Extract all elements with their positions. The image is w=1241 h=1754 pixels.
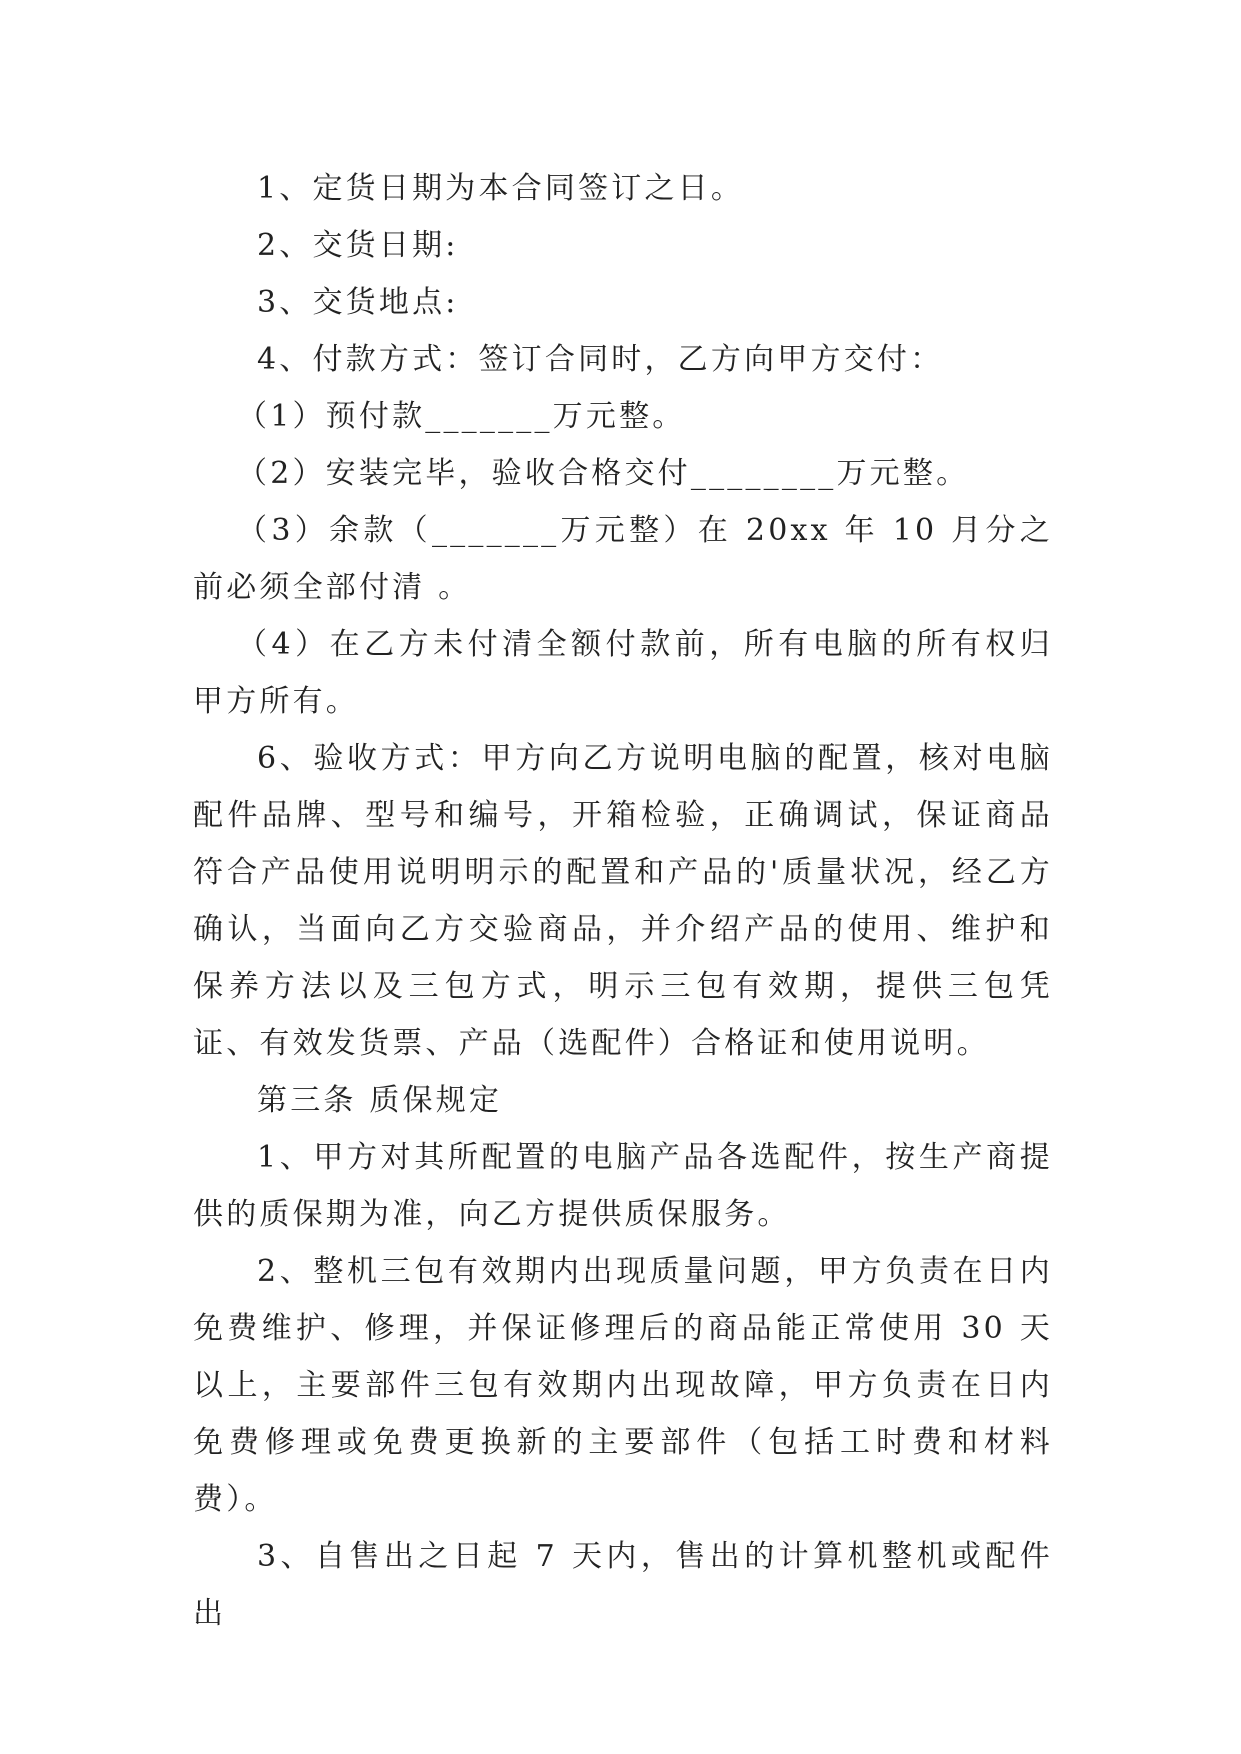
warranty-clause-2: 2、整机三包有效期内出现质量问题，甲方负责在日内免费维护、修理，并保证修理后的商品能正常使用 30 天以上，主要部件三包有效期内出现故障，甲方负责在日内免费修理或免费更换新的主要部件（包括工时费和材料费）。: [193, 1254, 1053, 1517]
warranty-clause-1: 1、甲方对其所配置的电脑产品各选配件，按生产商提供的质保期为准，向乙方提供质保服务。: [193, 1140, 1053, 1232]
payment-item-acceptance: （2）安装完毕，验收合格交付________万元整。: [237, 456, 970, 491]
payment-item-ownership: （4）在乙方未付清全额付款前，所有电脑的所有权归甲方所有。: [193, 627, 1053, 719]
payment-item-balance: （3）余款（_______万元整）在 20xx 年 10 月分之前必须全部付清 。: [193, 513, 1053, 605]
section-heading-warranty: 第三条 质保规定: [257, 1083, 503, 1118]
clause-order-date: 1、定货日期为本合同签订之日。: [257, 171, 745, 206]
contract-body: [193, 160, 1053, 1642]
clause-delivery-date: 2、交货日期:: [257, 228, 459, 263]
clause-payment-method: 4、付款方式：签订合同时，乙方向甲方交付：: [257, 342, 944, 377]
clause-delivery-place: 3、交货地点:: [257, 285, 459, 320]
warranty-clause-3: 3、自售出之日起 7 天内，售出的计算机整机或配件出: [193, 1539, 1053, 1631]
clause-acceptance-method: 6、验收方式：甲方向乙方说明电脑的配置，核对电脑配件品牌、型号和编号，开箱检验，正确调试，保证商品符合产品使用说明明示的配置和产品的'质量状况，经乙方确认，当面向乙方交验商品，并介绍产品的使用、维护和保养方法以及三包方式，明示三包有效期，提供三包凭证、有效发货票、产品（选配件）合格证和使用说明。: [193, 741, 1053, 1061]
payment-item-advance: （1）预付款_______万元整。: [237, 399, 686, 434]
